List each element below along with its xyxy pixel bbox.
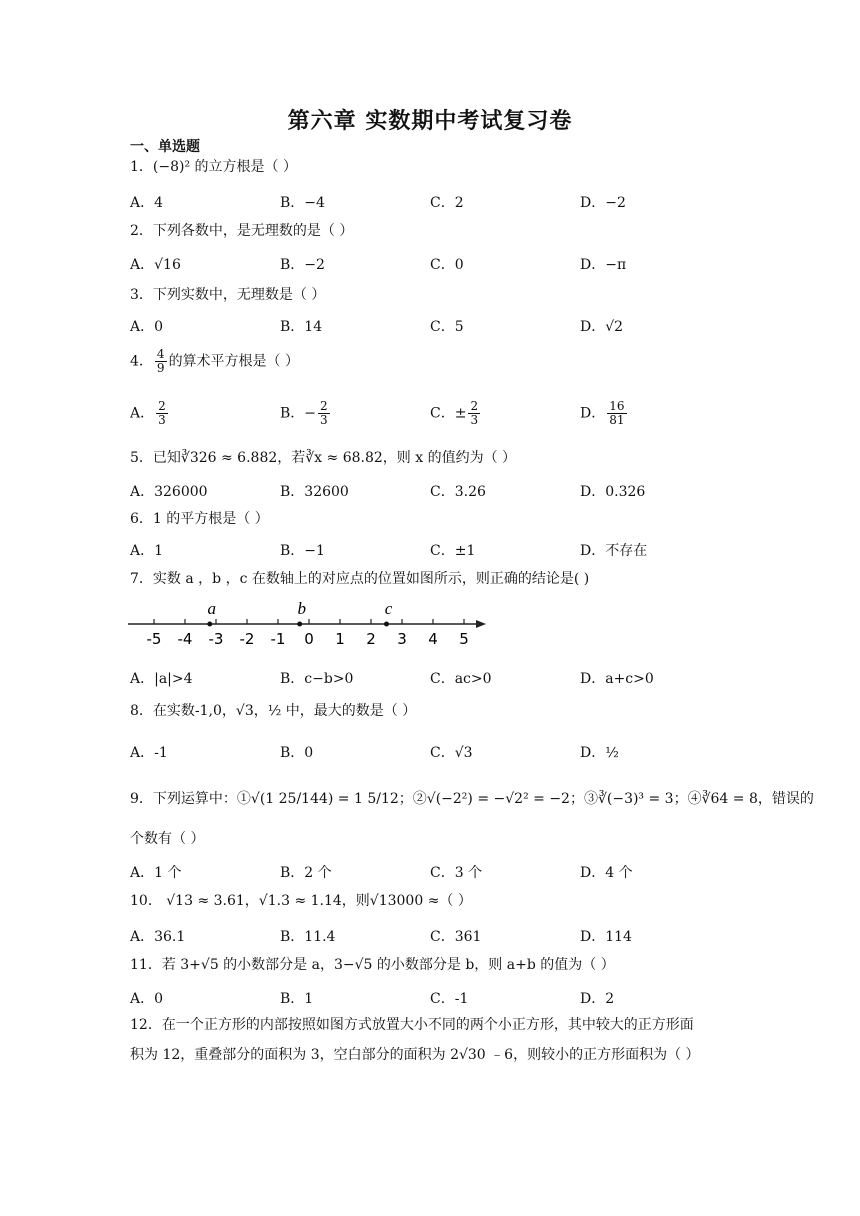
options-8 xyxy=(130,742,740,766)
option-a[interactable]: A．0 xyxy=(130,319,164,335)
option-d[interactable]: D．2 xyxy=(580,991,615,1007)
point-label-b: b xyxy=(297,599,306,618)
question-10: 10． √13 ≈ 3.61，√1.3 ≈ 1.14，则√13000 ≈（ ） xyxy=(130,893,472,909)
option-c[interactable]: C．5 xyxy=(430,319,464,335)
option-d[interactable]: D．√2 xyxy=(580,319,624,335)
option-a[interactable]: A．36.1 xyxy=(130,929,186,945)
option-b[interactable]: B．0 xyxy=(280,745,314,761)
fraction xyxy=(155,348,167,375)
options-3 xyxy=(130,316,740,340)
question-12: 12．在一个正方形的内部按照如图方式放置大小不同的两个小正方形，其中较大的正方形面 xyxy=(130,1017,694,1033)
option-d[interactable]: D．a+c>0 xyxy=(580,671,654,687)
option-b[interactable]: B．− $\frac{2}{3}$ xyxy=(280,399,328,427)
question-9: 9．下列运算中：①√(1 25/144) = 1 5/12；②√(−2²) = −√2² = −2；③∛(−3)³ = 3；④∛64 = 8，错误的 xyxy=(130,791,814,807)
option-d[interactable]: D． $\frac{16}{81}$ xyxy=(580,399,625,427)
options-11 xyxy=(130,988,740,1012)
point-c xyxy=(384,622,389,627)
option-d[interactable]: D．114 xyxy=(580,929,632,945)
option-c[interactable]: C．± $\frac{2}{3}$ xyxy=(430,399,479,427)
option-a[interactable]: A． $\frac{2}{3}$ xyxy=(130,399,166,427)
tick-label: -3 xyxy=(208,630,224,648)
number-line xyxy=(128,598,488,650)
point-a xyxy=(207,622,212,627)
option-c[interactable]: C．3 个 xyxy=(430,865,483,881)
axis-arrow xyxy=(476,620,486,628)
option-b[interactable]: B．14 xyxy=(280,319,323,335)
option-c[interactable]: C．-1 xyxy=(430,991,469,1007)
option-d[interactable]: D．不存在 xyxy=(580,543,648,559)
question-9-cont: 个数有（ ） xyxy=(130,831,205,847)
question-3: 3．下列实数中，无理数是（ ） xyxy=(130,287,326,303)
question-number: 4． xyxy=(130,353,153,370)
question-12-cont: 积为 12，重叠部分的面积为 3，空白部分的面积为 2√30 ﹣6，则较小的正方形面积为（ ） xyxy=(130,1047,700,1063)
options-7 xyxy=(130,668,740,692)
tick-label: 5 xyxy=(459,630,469,648)
question-8: 8．在实数-1,0，√3，½ 中，最大的数是（ ） xyxy=(130,703,417,719)
tick-label: 3 xyxy=(397,630,407,648)
options-2 xyxy=(130,254,740,278)
option-a[interactable]: A．1 个 xyxy=(130,865,182,881)
option-c[interactable]: C．0 xyxy=(430,257,464,273)
option-c[interactable]: C．3.26 xyxy=(430,484,486,500)
option-d[interactable]: D．½ xyxy=(580,745,619,761)
options-6 xyxy=(130,540,740,564)
option-d[interactable]: D．0.326 xyxy=(580,484,646,500)
option-b[interactable]: B．−1 xyxy=(280,543,325,559)
option-b[interactable]: B．−4 xyxy=(280,195,325,211)
option-c[interactable]: C．2 xyxy=(430,195,464,211)
tick-label: 4 xyxy=(428,630,438,648)
options-5 xyxy=(130,481,740,505)
options-1 xyxy=(130,192,740,216)
option-d[interactable]: D．−2 xyxy=(580,195,626,211)
options-9 xyxy=(130,862,740,886)
point-label-c: c xyxy=(384,599,393,618)
options-10 xyxy=(130,926,740,950)
option-a[interactable]: A．√16 xyxy=(130,257,181,273)
question-11: 11．若 3+√5 的小数部分是 a，3−√5 的小数部分是 b，则 a+b 的值为（ ） xyxy=(130,957,615,973)
question-5: 5．已知∛326 ≈ 6.882，若∛x ≈ 68.82，则 x 的值约为（ ） xyxy=(130,450,517,466)
question-text: 的算术平方根是（ ） xyxy=(168,353,300,370)
option-c[interactable]: C．ac>0 xyxy=(430,671,492,687)
option-b[interactable]: B．c−b>0 xyxy=(280,671,354,687)
numerator: 4 xyxy=(156,347,165,361)
denominator: 9 xyxy=(156,361,165,375)
option-a[interactable]: A．|a|>4 xyxy=(130,671,193,687)
option-a[interactable]: A．0 xyxy=(130,991,164,1007)
tick-label: -5 xyxy=(146,630,162,648)
question-7: 7．实数 a ，b ，c 在数轴上的对应点的位置如图所示，则正确的结论是( ) xyxy=(130,571,590,587)
option-b[interactable]: B．1 xyxy=(280,991,314,1007)
option-c[interactable]: C．±1 xyxy=(430,543,476,559)
options-4 xyxy=(130,400,740,436)
question-6: 6．1 的平方根是（ ） xyxy=(130,511,269,527)
tick-label: -2 xyxy=(239,630,255,648)
question-4 xyxy=(130,348,740,375)
question-1: 1．(−8)² 的立方根是（ ） xyxy=(130,159,297,175)
option-a[interactable]: A．326000 xyxy=(130,484,208,500)
tick-label: -1 xyxy=(270,630,286,648)
option-c[interactable]: C．√3 xyxy=(430,745,473,761)
option-b[interactable]: B．11.4 xyxy=(280,929,336,945)
option-c[interactable]: C．361 xyxy=(430,929,482,945)
option-a[interactable]: A．1 xyxy=(130,543,164,559)
tick-label: -4 xyxy=(177,630,193,648)
option-d[interactable]: D．−π xyxy=(580,257,627,273)
page-title: 第六章 实数期中考试复习卷 xyxy=(287,109,573,134)
point-b xyxy=(297,622,302,627)
section-heading: 一、单选题 xyxy=(130,139,200,155)
tick-label: 2 xyxy=(366,630,376,648)
option-a[interactable]: A．-1 xyxy=(130,745,168,761)
tick-label: 0 xyxy=(304,630,314,648)
option-d[interactable]: D．4 个 xyxy=(580,865,633,881)
tick-label: 1 xyxy=(335,630,345,648)
option-b[interactable]: B．32600 xyxy=(280,484,349,500)
question-2: 2．下列各数中，是无理数的是（ ） xyxy=(130,223,354,239)
option-b[interactable]: B．2 个 xyxy=(280,865,332,881)
option-b[interactable]: B．−2 xyxy=(280,257,325,273)
option-a[interactable]: A．4 xyxy=(130,195,164,211)
point-label-a: a xyxy=(207,599,217,618)
